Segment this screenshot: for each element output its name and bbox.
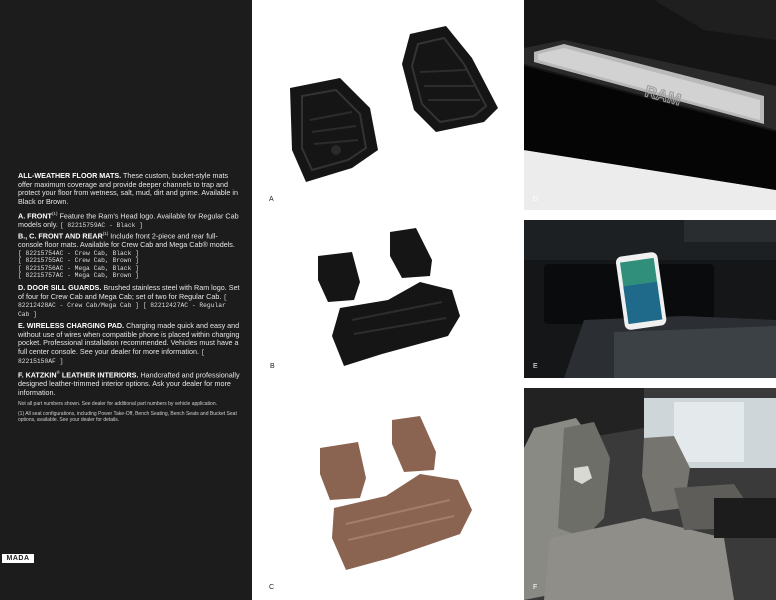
floor-mats-intro [18,172,240,206]
item-d-body: Brushed stainless steel with Ram logo. Set of four for Crew Cab and Mega Cab; set of two for Regular Cab. [18,282,240,301]
item-a-code: [ 82215759AC - Black ] [59,222,143,230]
photo-panel-a [262,0,514,210]
item-a [18,210,240,230]
photo-panel-c [262,388,514,600]
item-e [18,322,240,365]
panel-label-f: F [533,584,538,591]
item-e-code: [ 82215150AF ] [18,349,205,365]
item-bc-code-1: [ 82215754AC - Crew Cab, Black ] [18,249,139,257]
photo-panel-b [262,220,514,378]
footnote-1: Not all part numbers shown. See dealer for additional part numbers by vehicle application. [18,401,217,408]
item-bc [18,230,240,280]
photo-panel-d [524,0,776,210]
item-bc-body: Include front 2-piece and rear full-console floor mats. Available for Crew Cab and Mega Cab® models. [18,231,235,249]
brand-logo: MADA [2,554,34,563]
item-a-body: Feature the Ram’s Head logo. Available for Regular Cab models only. [18,211,239,230]
item-bc-footnote-ref: (1) [102,230,109,236]
front-floor-mats-image [262,0,514,210]
item-d [18,284,240,318]
left-text-panel [0,0,252,600]
item-f-trademark: ® [56,370,60,376]
item-bc-code-3: [ 82215756AC - Mega Cab, Black ] [18,264,139,272]
photo-panel-e [524,220,776,378]
door-sill-guard-image [524,0,776,210]
photo-panel-f [524,388,776,600]
item-e-title: E. WIRELESS CHARGING PAD. [18,321,125,331]
item-f-body: Handcrafted and professionally designed leather-trimmed interior options. Ask your dealer for more information. [18,370,240,397]
panel-label-d: D [533,196,539,203]
black-floor-mat-set-image [262,220,514,378]
copy-block [18,172,240,423]
brown-floor-mat-set-image [262,388,514,600]
svg-text:RAM: RAM [642,83,683,110]
wireless-charging-pad-image [524,220,776,378]
item-d-code: [ 82212428AC - Crew Cab/Mega Cab ] [ 82212427AC - Regular Cab ] [18,293,228,318]
floor-mats-title: ALL-WEATHER FLOOR MATS. [18,171,122,180]
item-a-footnote-ref: (1) [51,211,58,217]
item-f [18,369,240,397]
item-bc-code-4: [ 82215757AC - Mega Cab, Brown ] [18,272,139,280]
floor-mats-body: These custom, bucket-style mats offer maximum coverage and provide deeper channels to trap and protect your floor from wetness, salt, mud, dirt and grime. Available in Black or Brown. [18,171,238,206]
item-f-title: F. KATZKIN [18,370,57,380]
panel-label-c: C [269,584,275,591]
item-bc-code-2: [ 82215755AC - Crew Cab, Brown ] [18,257,139,265]
panel-label-a: A [269,196,274,203]
footnote-2: (1) All seat configurations, including Power Take-Off, Bench Seating, Bench Seats and Bucket Seat options, available. See your dealer for details. [18,410,237,423]
item-e-body: Charging made quick and easy and without use of wires when compatible phone is placed within charging pocket. Professional installation recommended. Vehicles must have a full center console. See your dealer for more information. [18,321,240,357]
panel-label-b: B [270,363,275,370]
item-bc-title: B., C. FRONT AND REAR [18,231,103,241]
leather-interior-image [524,388,776,600]
panel-label-e: E [533,363,538,370]
item-f-title-2: LEATHER INTERIORS. [61,370,139,380]
item-d-title: D. DOOR SILL GUARDS. [18,282,102,292]
item-a-title: A. FRONT [18,211,52,221]
